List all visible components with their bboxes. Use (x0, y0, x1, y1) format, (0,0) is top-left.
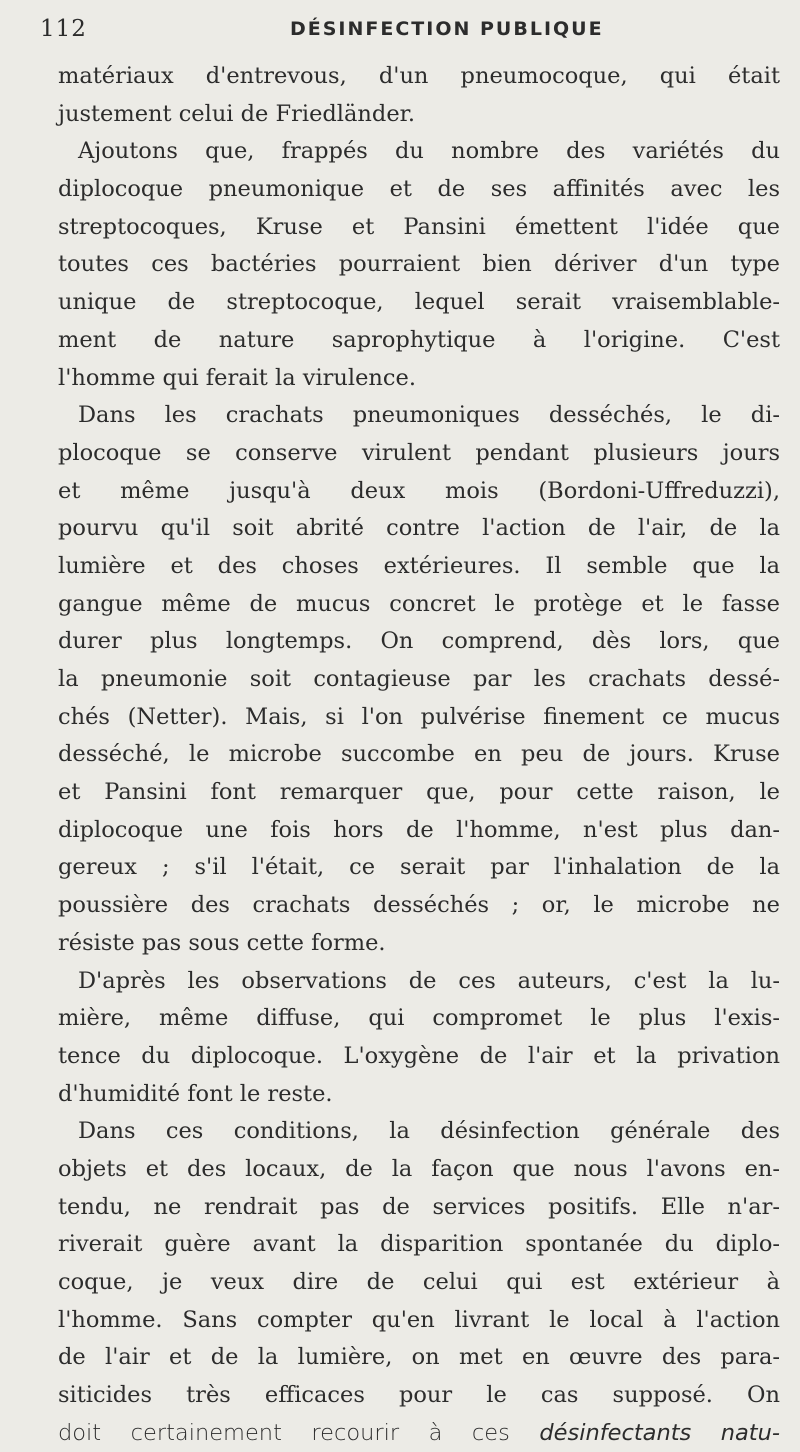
text-line: mière, même diffuse, qui compromet le plus l'exis- (58, 1005, 780, 1032)
text-line: coque, je veux dire de celui qui est extérieur à (58, 1269, 780, 1295)
text-line: toutes ces bactéries pourraient bien dériver d'un type (58, 251, 780, 278)
text-line: justement celui de Friedländer. (58, 100, 416, 127)
body-text (58, 58, 780, 1452)
running-title: DÉSINFECTION PUBLIQUE (290, 18, 604, 40)
text-line: pourvu qu'il soit abrité contre l'action de l'air, de la (58, 515, 780, 542)
text-line: d'humidité font le reste. (58, 1080, 333, 1107)
text-line: gangue même de mucus concret le protège et le fasse (58, 590, 780, 617)
page-number: 112 (40, 16, 87, 42)
text-line: siticides très efficaces pour le cas supposé. On (58, 1382, 780, 1409)
text-line: Ajoutons que, frappés du nombre des variétés du (78, 138, 780, 165)
text-line: D'après les observations de ces auteurs, c'est la lu- (78, 967, 780, 994)
text-line: unique de streptocoque, lequel serait vraisemblable- (58, 289, 780, 316)
text-line: objets et des locaux, de la façon que nous l'avons en- (58, 1155, 780, 1182)
text-line: de l'air et de la lumière, on met en œuvre des para- (58, 1344, 780, 1371)
text-line: la pneumonie soit contagieuse par les crachats dessé- (58, 666, 780, 692)
text-line: et Pansini font remarquer que, pour cette raison, le (58, 779, 780, 806)
text-line: doit certainement recourir à ces désinfectants natu- (58, 1419, 780, 1446)
text-line: durer plus longtemps. On comprend, dès lors, que (58, 628, 780, 655)
text-line: l'homme qui ferait la virulence. (58, 364, 416, 391)
text-line: matériaux d'entrevous, d'un pneumocoque, qui était (58, 63, 780, 89)
page-header (40, 8, 780, 48)
text-line: ment de nature saprophytique à l'origine. C'est (58, 326, 780, 353)
text-line: diplocoque une fois hors de l'homme, n'est plus dan- (58, 816, 780, 843)
text-line: lumière et des choses extérieures. Il semble que la (58, 552, 780, 579)
text-line: Dans ces conditions, la désinfection générale des (78, 1118, 780, 1145)
text-line: chés (Netter). Mais, si l'on pulvérise finement ce mucus (58, 703, 780, 730)
italic-phrase: désinfectants natu- (539, 1419, 780, 1446)
text-line: Dans les crachats pneumoniques desséchés, le di- (78, 402, 780, 429)
text-line: tendu, ne rendrait pas de services positifs. Elle n'ar- (58, 1193, 780, 1220)
text-line: diplocoque pneumonique et de ses affinités avec les (58, 176, 780, 203)
text-line: et même jusqu'à deux mois (Bordoni-Uffreduzzi), (58, 477, 780, 504)
text-line: tence du diplocoque. L'oxygène de l'air et la privation (58, 1042, 780, 1069)
text-line: poussière des crachats desséchés ; or, le microbe ne (58, 892, 780, 919)
text-line: plocoque se conserve virulent pendant plusieurs jours (58, 439, 780, 466)
text-line: desséché, le microbe succombe en peu de jours. Kruse (58, 741, 780, 768)
text-line: streptocoques, Kruse et Pansini émettent l'idée que (58, 213, 780, 240)
text-line: gereux ; s'il l'était, ce serait par l'inhalation de la (58, 854, 780, 881)
text-line: l'homme. Sans compter qu'en livrant le local à l'action (58, 1306, 780, 1333)
text-line: riverait guère avant la disparition spontanée du diplo- (58, 1231, 780, 1258)
text-line: résiste pas sous cette forme. (58, 929, 386, 956)
